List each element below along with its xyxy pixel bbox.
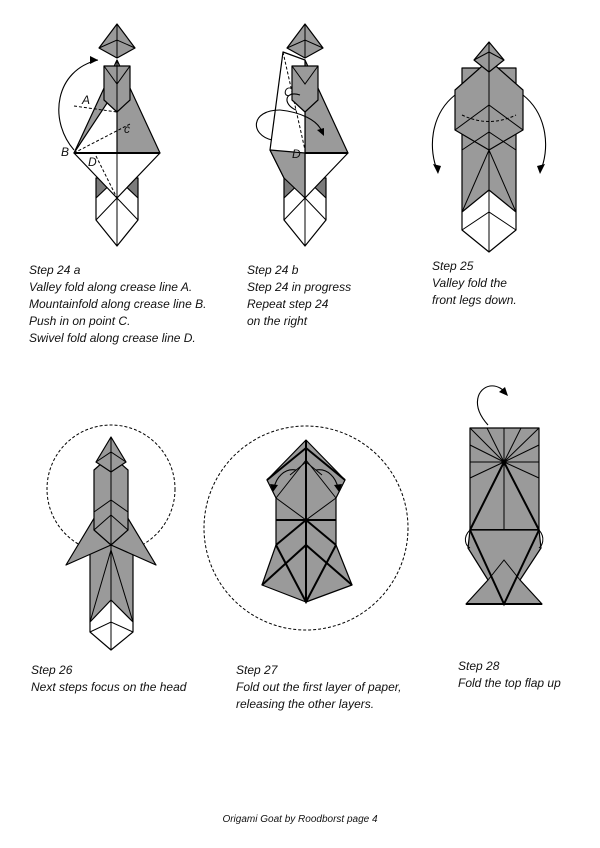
step-26-line: Next steps focus on the head: [31, 680, 187, 694]
step-24a-line: Push in on point C.: [29, 314, 131, 328]
step-24b-caption: [247, 262, 351, 330]
step-28-title: Step 28: [458, 659, 500, 673]
step-25-line: front legs down.: [432, 293, 517, 307]
step-24a-line: Swivel fold along crease line D.: [29, 331, 196, 345]
step-24b-line: Repeat step 24: [247, 297, 329, 311]
step-27-caption: [236, 662, 401, 713]
step-26-caption: [31, 662, 186, 696]
step-24b-diagram: [250, 18, 365, 253]
step-28-diagram: [455, 378, 555, 613]
svg-text:D: D: [292, 147, 301, 161]
step-28-caption: [458, 658, 561, 692]
step-28-line: Fold the top flap up: [458, 676, 561, 690]
step-24a-line: Valley fold along crease line A.: [29, 280, 193, 294]
step-24a-line: Mountainfold along crease line B.: [29, 297, 207, 311]
step-27-line: Fold out the first layer of paper,: [236, 680, 402, 694]
page-footer: Origami Goat by Roodborst page 4: [222, 814, 378, 825]
svg-text:C: C: [284, 85, 293, 99]
step-24a-diagram: [40, 18, 190, 253]
step-25-right-arrow: [523, 95, 546, 172]
step-25-line: Valley fold the: [432, 276, 507, 290]
step-28-body: [466, 530, 542, 604]
step-27-line: releasing the other layers.: [236, 697, 375, 711]
step-25-left-arrow: [432, 95, 455, 172]
svg-text:c: c: [124, 122, 130, 136]
step-27-title: Step 27: [236, 663, 278, 677]
step-24b-line: Step 24 in progress: [247, 280, 352, 294]
step-25-title: Step 25: [432, 259, 474, 273]
step-26-diagram: [40, 420, 185, 658]
step-24a-caption: [29, 262, 206, 347]
svg-text:B: B: [61, 145, 70, 159]
step-25-diagram: [425, 30, 555, 255]
step-24b-title: Step 24 b: [247, 263, 299, 277]
step-25-caption: [432, 258, 517, 309]
svg-text:D: D: [88, 155, 97, 169]
step-24b-line: on the right: [247, 314, 308, 328]
step-24a-title: Step 24 a: [29, 263, 81, 277]
step-27-diagram: [200, 415, 415, 645]
svg-text:A: A: [82, 93, 91, 107]
step-26-title: Step 26: [31, 663, 73, 677]
